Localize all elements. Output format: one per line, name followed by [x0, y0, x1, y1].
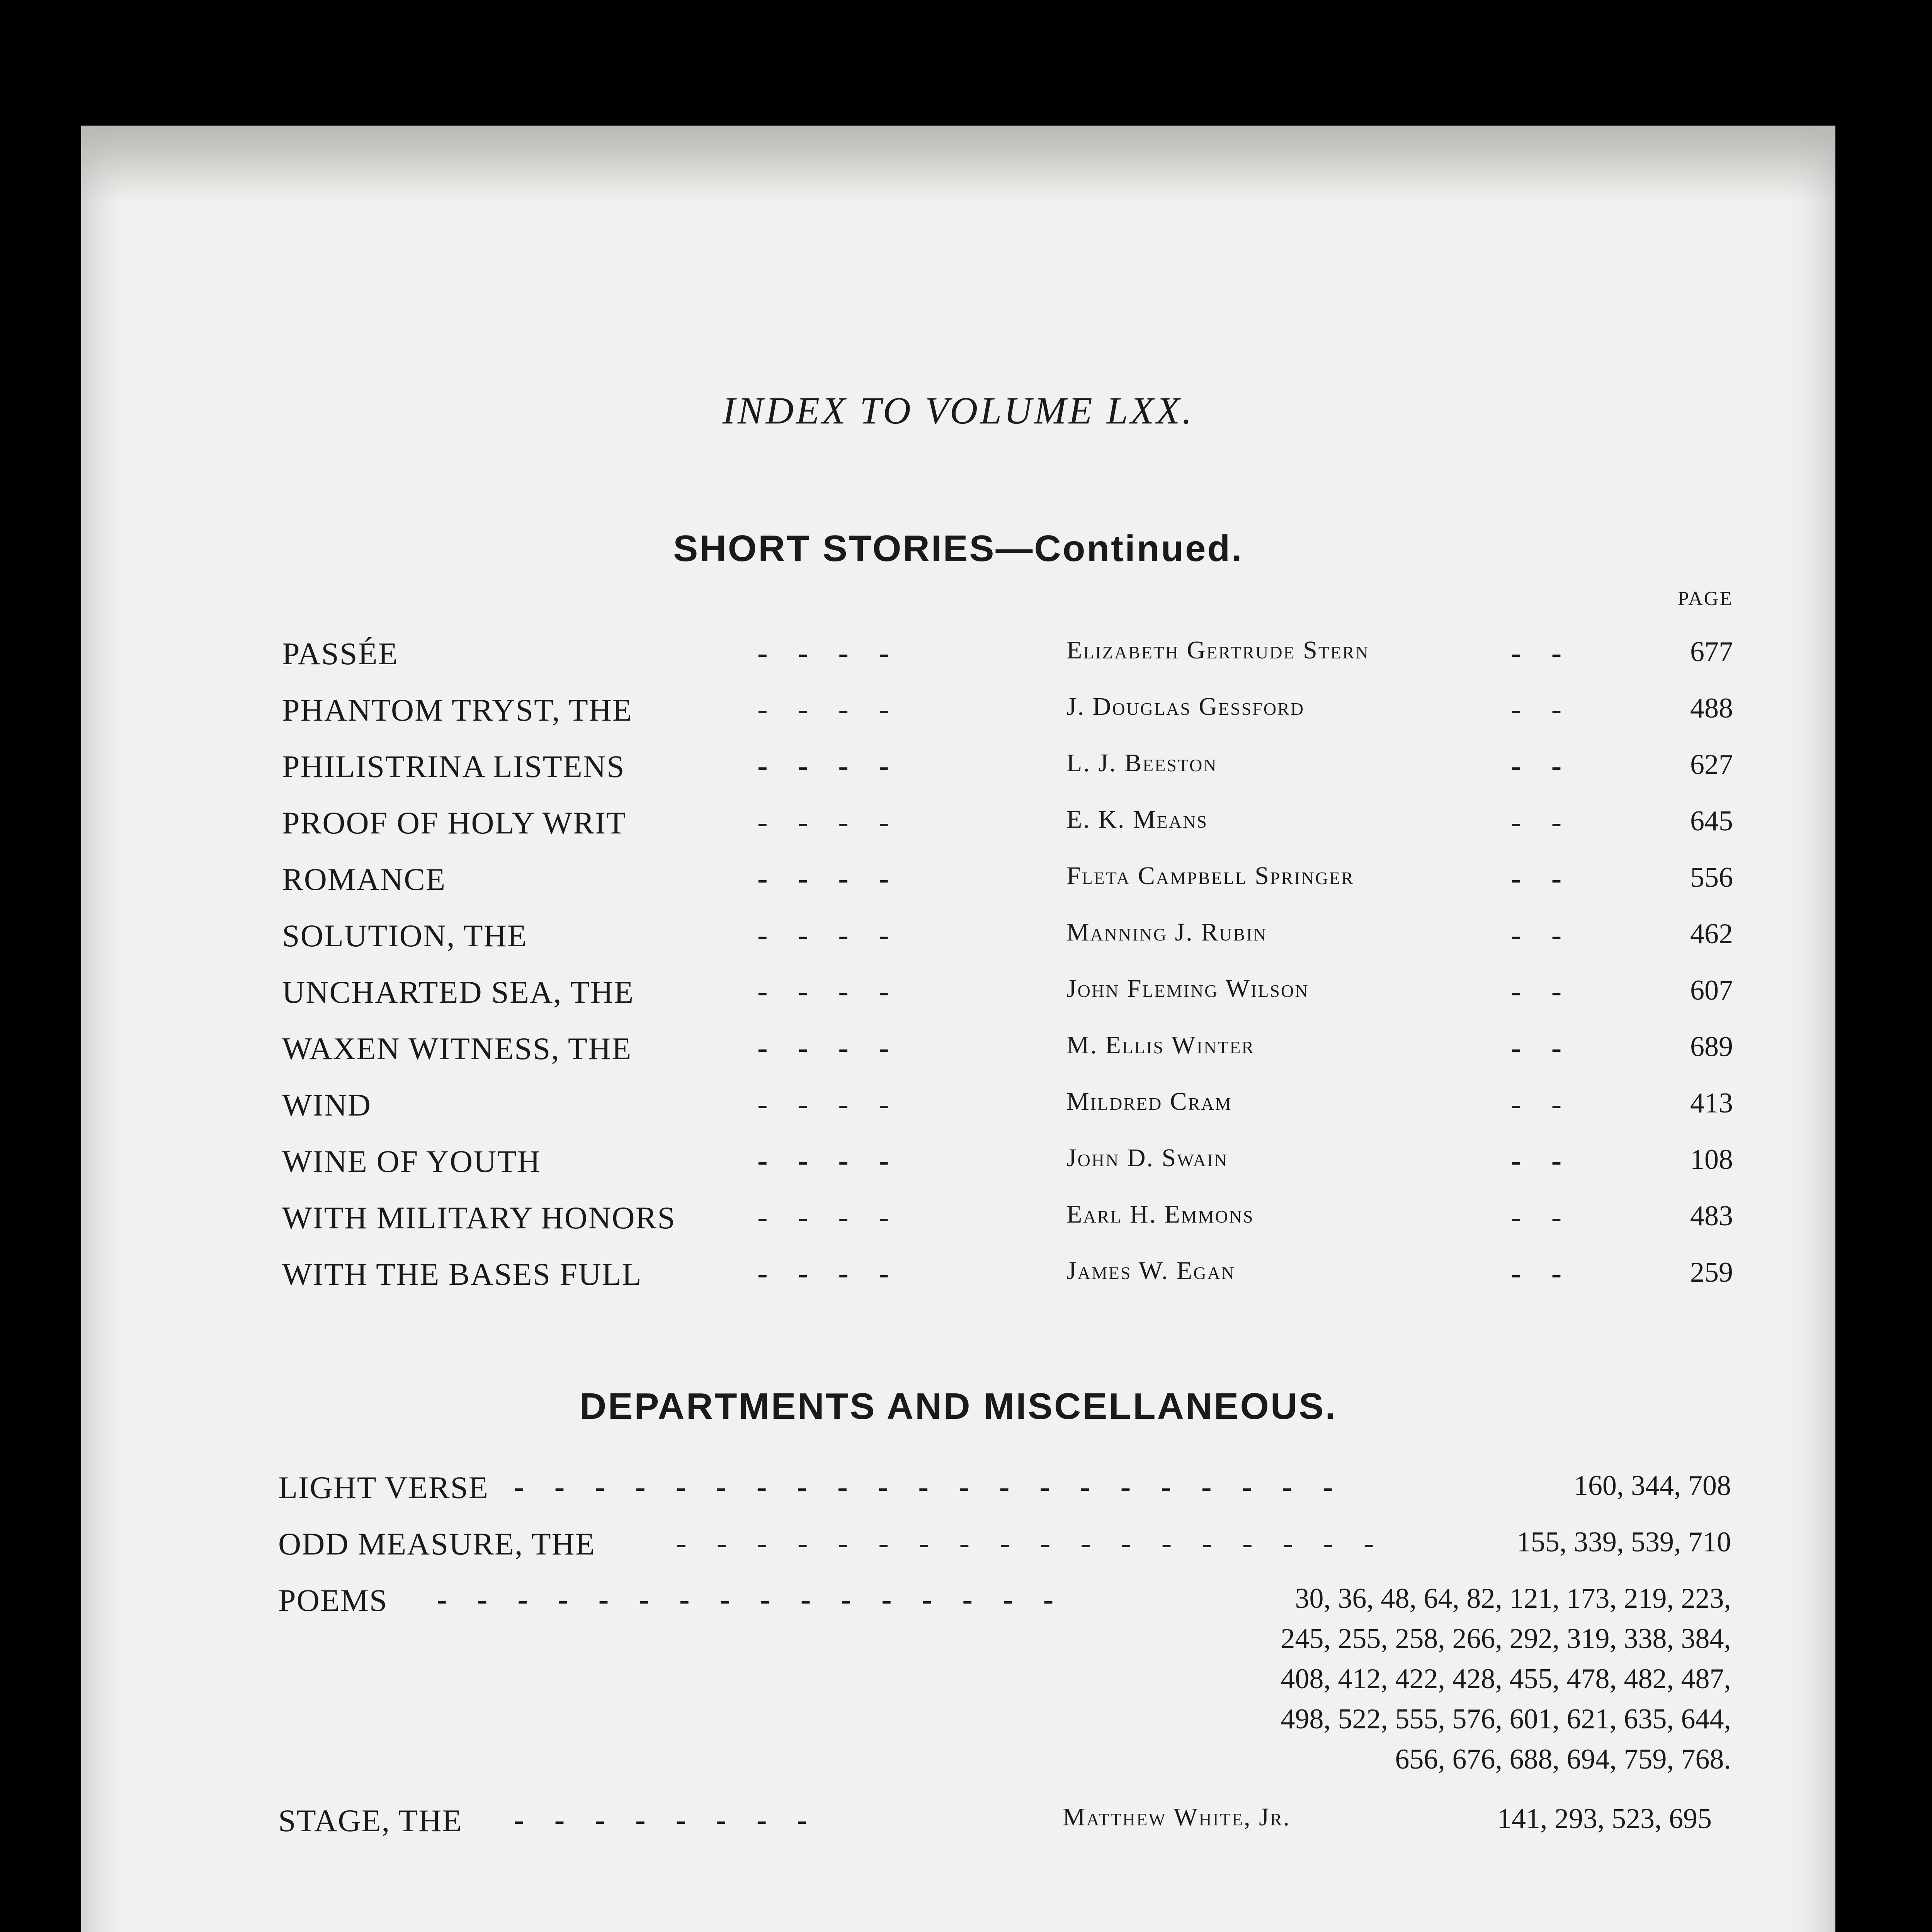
leader-dots: - - - - - - - - - - - - - - - - — [437, 1583, 1054, 1617]
leader-dots: - - — [1511, 749, 1562, 783]
story-title: PASSÉE — [282, 636, 398, 671]
story-title: WITH THE BASES FULL — [282, 1257, 642, 1292]
leader-dots: - - - - — [757, 1087, 889, 1121]
story-title: PHANTOM TRYST, THE — [282, 692, 633, 728]
leader-dots: - - — [1511, 1087, 1562, 1121]
story-title: WINE OF YOUTH — [282, 1144, 541, 1179]
story-author: Earl H. Emmons — [1066, 1200, 1254, 1228]
departments-heading: DEPARTMENTS AND MISCELLANEOUS. — [579, 1386, 1337, 1427]
leader-dots: - - - - — [757, 1257, 889, 1291]
story-author: James W. Egan — [1066, 1257, 1236, 1285]
story-author: Fleta Campbell Springer — [1066, 862, 1354, 890]
pages-text: 408, 412, 422, 428, 455, 478, 482, 487, — [1281, 1663, 1731, 1695]
list-item — [81, 1469, 1835, 1516]
leader-dots: - - — [1511, 1144, 1562, 1178]
story-title: SOLUTION, THE — [282, 918, 527, 953]
leader-dots: - - - - - - - - - - - - - - - - - - — [676, 1526, 1374, 1560]
poems-pages-line — [81, 1622, 1835, 1669]
poems-pages-line — [81, 1582, 1835, 1629]
table-row — [81, 748, 1835, 795]
leader-dots: - - — [1511, 636, 1562, 670]
table-row — [81, 805, 1835, 851]
story-page: 462 — [1690, 918, 1733, 950]
entry-title: POEMS — [278, 1583, 388, 1618]
pages-text: 656, 676, 688, 694, 759, 768. — [1395, 1743, 1731, 1775]
story-title: WITH MILITARY HONORS — [282, 1200, 676, 1235]
leader-dots: - - - - — [757, 918, 889, 952]
pages-text: 245, 255, 258, 266, 292, 319, 338, 384, — [1281, 1623, 1731, 1655]
leader-dots: - - — [1511, 975, 1562, 1009]
poems-pages-line — [81, 1663, 1835, 1709]
table-row — [81, 918, 1835, 964]
story-title: WIND — [282, 1087, 372, 1122]
story-title: UNCHARTED SEA, THE — [282, 975, 634, 1010]
poems-pages-line — [81, 1703, 1835, 1749]
leader-dots: - - — [1511, 692, 1562, 726]
leader-dots: - - — [1511, 1031, 1562, 1065]
entry-pages: 160, 344, 708 — [1574, 1470, 1731, 1502]
entry-title: ODD MEASURE, THE — [278, 1526, 595, 1561]
story-page: 108 — [1690, 1144, 1733, 1175]
story-page: 677 — [1690, 636, 1733, 668]
story-page: 627 — [1690, 749, 1733, 781]
story-author: Mildred Cram — [1066, 1087, 1232, 1116]
entry-author: Matthew White, Jr. — [1063, 1803, 1291, 1831]
story-author: E. K. Means — [1066, 805, 1208, 833]
table-row — [81, 1256, 1835, 1303]
story-page: 488 — [1690, 692, 1733, 724]
table-row — [81, 1143, 1835, 1190]
leader-dots: - - - - — [757, 692, 889, 726]
table-row — [81, 636, 1835, 682]
story-title: PHILISTRINA LISTENS — [282, 749, 625, 784]
story-title: WAXEN WITNESS, THE — [282, 1031, 632, 1066]
story-page: 607 — [1690, 975, 1733, 1006]
story-page: 556 — [1690, 862, 1733, 893]
short-stories-heading: SHORT STORIES—Continued. — [673, 528, 1243, 569]
running-head: INDEX TO VOLUME LXX. — [722, 389, 1194, 432]
leader-dots: - - - - — [757, 975, 889, 1009]
story-page: 645 — [1690, 805, 1733, 837]
table-row — [81, 974, 1835, 1020]
index-page — [81, 126, 1835, 1932]
leader-dots: - - — [1511, 918, 1562, 952]
pages-text: 498, 522, 555, 576, 601, 621, 635, 644, — [1281, 1703, 1731, 1735]
story-page: 259 — [1690, 1257, 1733, 1288]
story-author: John D. Swain — [1066, 1144, 1228, 1172]
leader-dots: - - - - — [757, 1144, 889, 1178]
story-author: L. J. Beeston — [1066, 749, 1218, 777]
list-item — [81, 1803, 1835, 1849]
leader-dots: - - - - — [757, 1031, 889, 1065]
entry-pages: 155, 339, 539, 710 — [1517, 1526, 1731, 1558]
table-row — [81, 1031, 1835, 1077]
leader-dots: - - - - - - - - - - - - - - - - - - - - - — [514, 1470, 1333, 1504]
story-author: John Fleming Wilson — [1066, 975, 1309, 1003]
pages-text: 30, 36, 48, 64, 82, 121, 173, 219, 223, — [1295, 1583, 1731, 1614]
leader-dots: - - — [1511, 805, 1562, 839]
table-row — [81, 1087, 1835, 1133]
table-row — [81, 861, 1835, 908]
story-page: 413 — [1690, 1087, 1733, 1119]
leader-dots: - - - - — [757, 862, 889, 896]
story-title: PROOF OF HOLY WRIT — [282, 805, 627, 840]
entry-pages: 141, 293, 523, 695 — [1497, 1803, 1712, 1835]
story-page: 689 — [1690, 1031, 1733, 1063]
table-row — [81, 1200, 1835, 1246]
page-column-label: PAGE — [1677, 588, 1733, 610]
leader-dots: - - - - — [757, 805, 889, 839]
entry-title: STAGE, THE — [278, 1803, 463, 1838]
table-row — [81, 692, 1835, 738]
story-author: Elizabeth Gertrude Stern — [1066, 636, 1369, 664]
poems-pages-line — [81, 1743, 1835, 1789]
leader-dots: - - — [1511, 862, 1562, 896]
entry-title: LIGHT VERSE — [278, 1470, 489, 1505]
story-author: M. Ellis Winter — [1066, 1031, 1255, 1059]
story-author: Manning J. Rubin — [1066, 918, 1267, 946]
story-author: J. Douglas Gessford — [1066, 692, 1305, 721]
leader-dots: - - - - — [757, 636, 889, 670]
leader-dots: - - - - — [757, 1200, 889, 1234]
list-item — [81, 1526, 1835, 1572]
story-page: 483 — [1690, 1200, 1733, 1232]
leader-dots: - - - - — [757, 749, 889, 783]
leader-dots: - - - - - - - - — [514, 1803, 808, 1837]
leader-dots: - - — [1511, 1200, 1562, 1234]
story-title: ROMANCE — [282, 862, 446, 897]
leader-dots: - - — [1511, 1257, 1562, 1291]
